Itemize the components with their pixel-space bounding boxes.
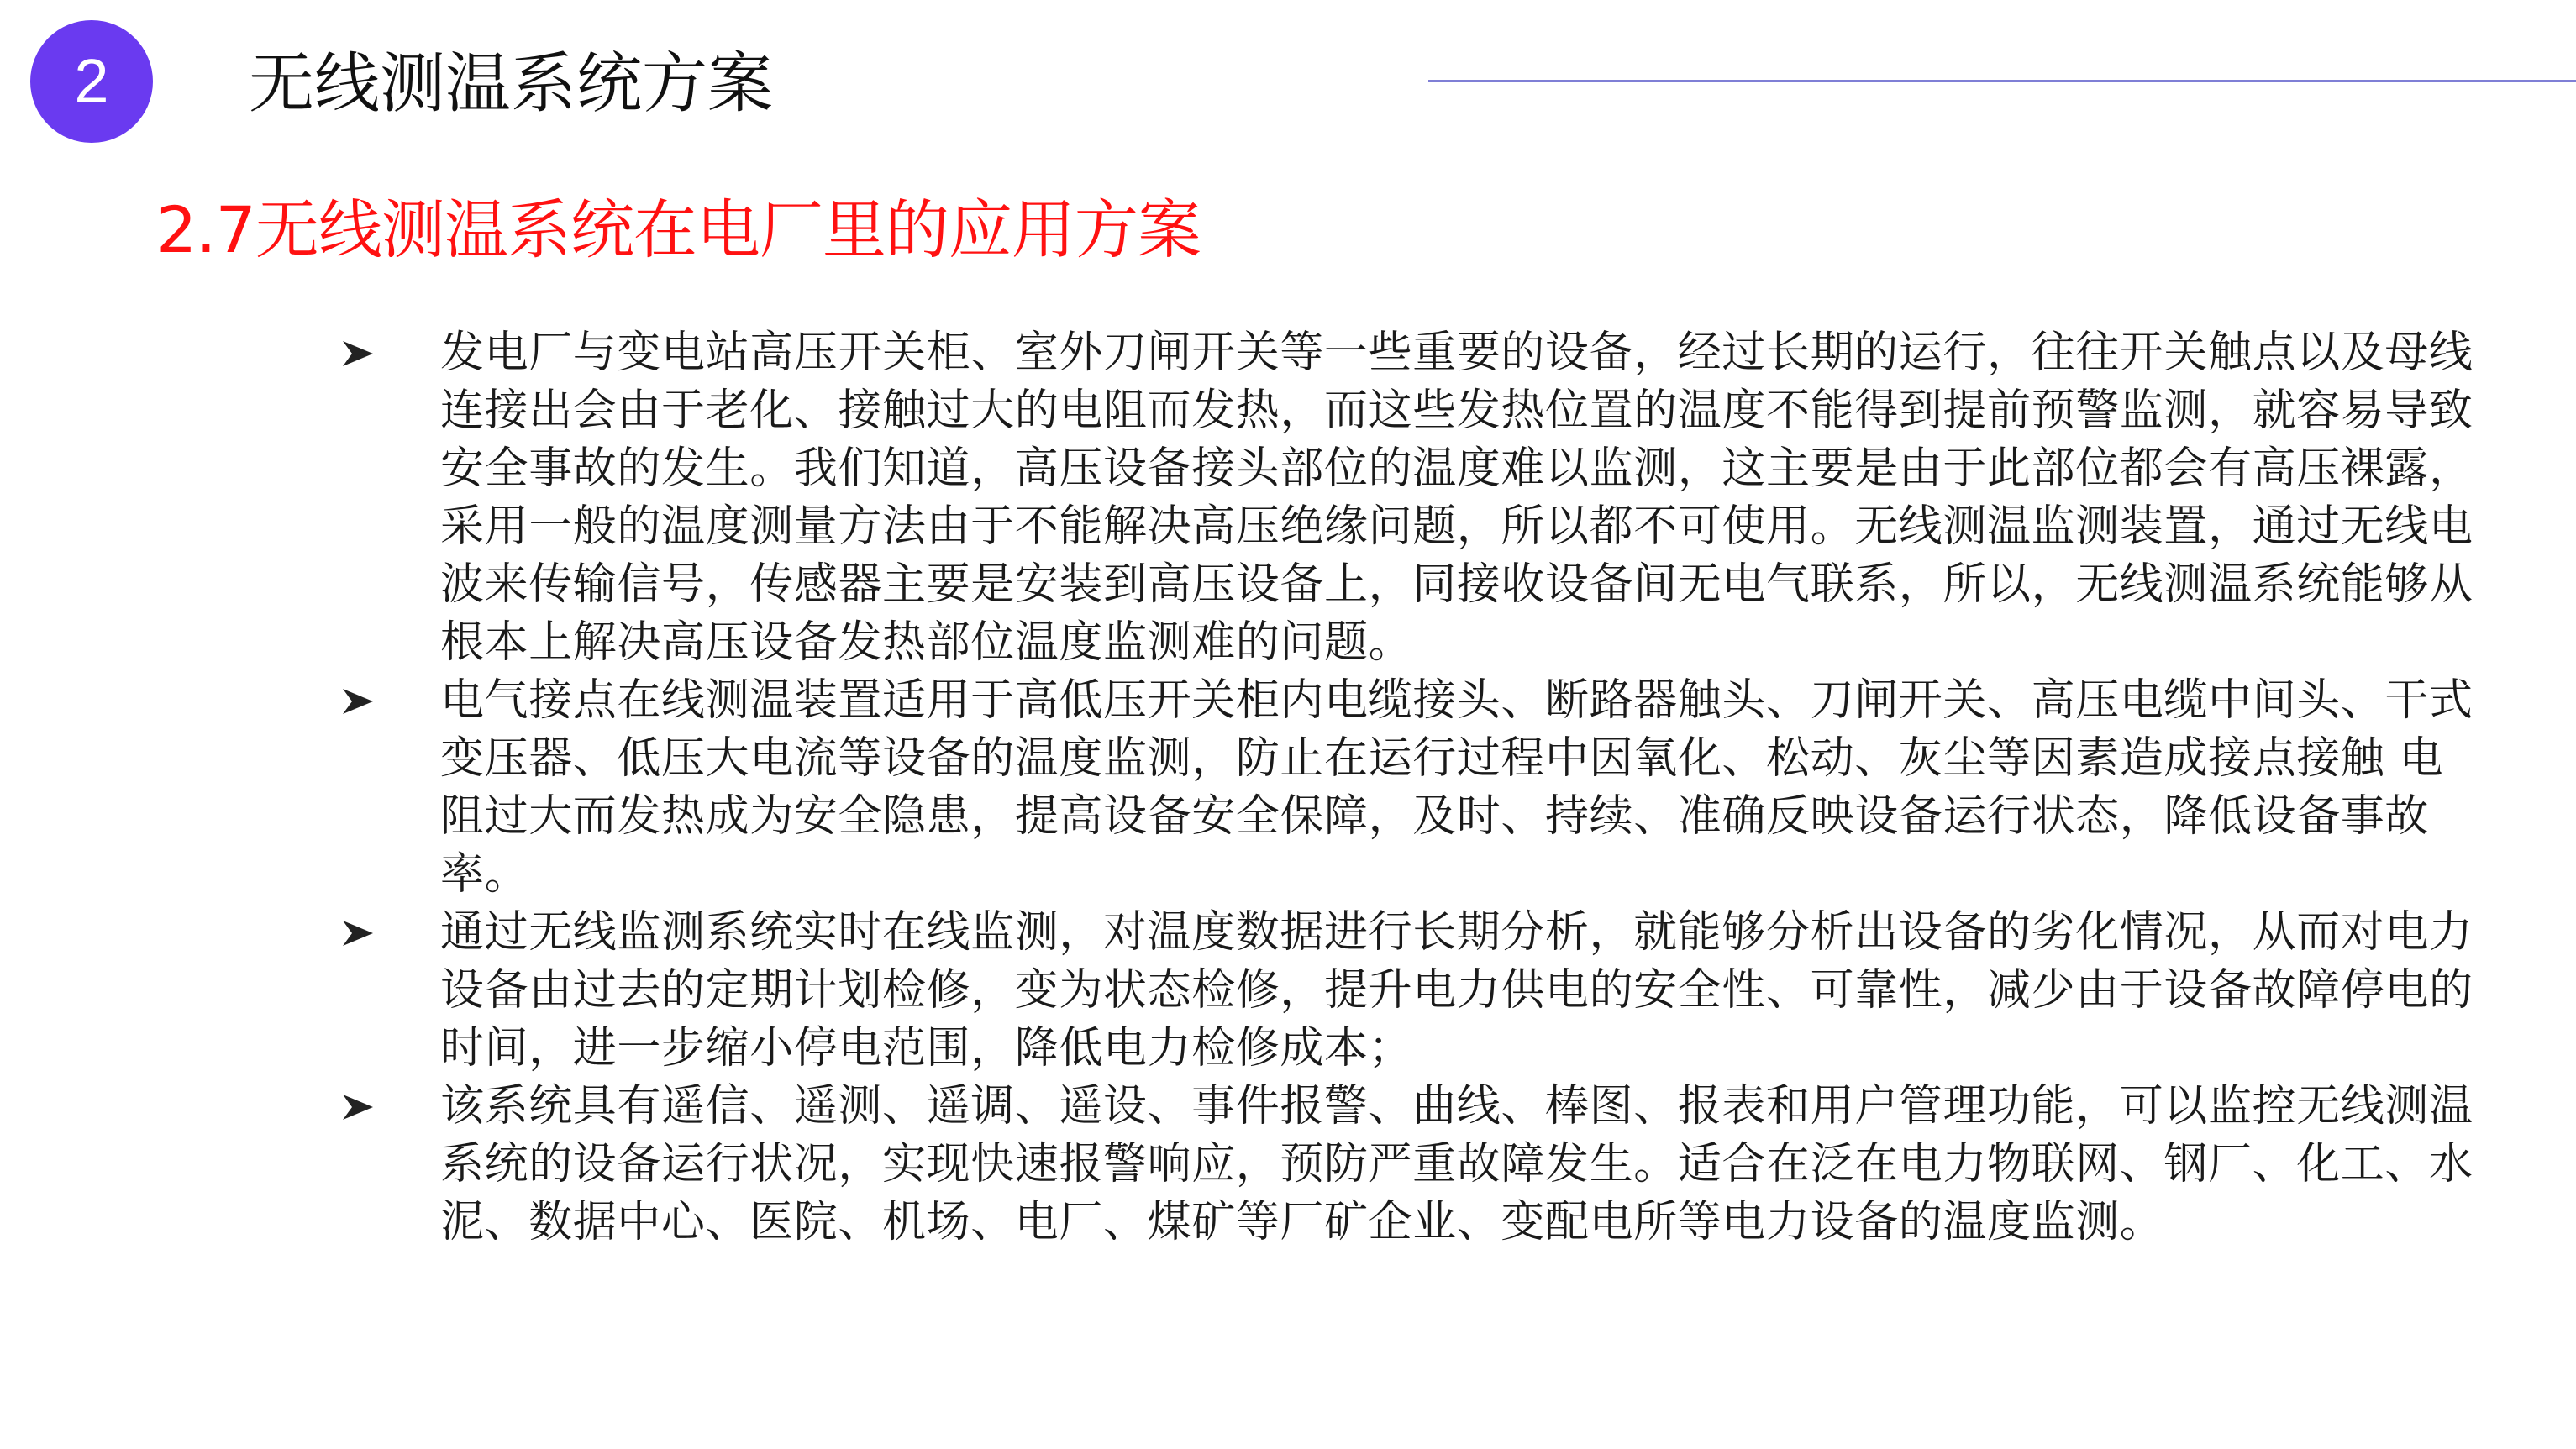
arrow-bullet-icon <box>338 324 378 382</box>
arrow-bullet-icon <box>338 672 378 730</box>
bullet-list <box>336 324 2473 1252</box>
bullet-text: 发电厂与变电站高压开关柜、室外刀闸开关等一些重要的设备，经过长期的运行，往往开关触点以及母线连接出会由于老化、接触过大的电阻而发热，而这些发热位置的温度不能得到提前预警监测，就容易导致安全事故的发生。我们知道，高压设备接头部位的温度难以监测，这主要是由于此部位都会有高压裸露，采用一般的温度测量方法由于不能解决高压绝缘问题，所以都不可使用。无线测温监测装置，通过无线电波来传输信号，传感器主要是安装到高压设备上，同接收设备间无电气联系，所以，无线测温系统能够从根本上解决高压设备发热部位温度监测难的问题。 <box>440 328 2473 668</box>
bullet-text: 通过无线监测系统实时在线监测，对温度数据进行长期分析，就能够分析出设备的劣化情况，从而对电力设备由过去的定期计划检修，变为状态检修，提升电力供电的安全性、可靠性，减少由于设备故障停电的时间，进一步缩小停电范围，降低电力检修成本； <box>440 907 2473 1074</box>
arrow-bullet-icon <box>338 1078 378 1136</box>
bullet-item <box>336 324 2473 672</box>
bullet-text: 电气接点在线测温装置适用于高低压开关柜内电缆接头、断路器触头、刀闸开关、高压电缆中间头、干式变压器、低压大电流等设备的温度监测，防止在运行过程中因氧化、松动、灰尘等因素造成接点接触 电阻过大而发热成为安全隐患，提高设备安全保障，及时、持续、准确反映设备运行状态，降低设备事故率。 <box>440 675 2473 900</box>
slide-subtitle: 2.7无线测温系统在电厂里的应用方案 <box>156 192 1201 267</box>
header-divider <box>1428 80 2576 82</box>
section-number-badge <box>30 20 153 143</box>
section-number: 2 <box>74 46 109 116</box>
arrow-bullet-icon <box>338 904 378 962</box>
bullet-text: 该系统具有遥信、遥测、遥调、遥设、事件报警、曲线、棒图、报表和用户管理功能，可以监控无线测温系统的设备运行状况，实现快速报警响应，预防严重故障发生。适合在泛在电力物联网、钢厂、化工、水泥、数据中心、医院、机场、电厂、煤矿等厂矿企业、变配电所等电力设备的温度监测。 <box>440 1081 2473 1247</box>
bullet-item <box>336 904 2473 1078</box>
bullet-item <box>336 672 2473 904</box>
section-title: 无线测温系统方案 <box>249 46 774 122</box>
bullet-item <box>336 1078 2473 1252</box>
